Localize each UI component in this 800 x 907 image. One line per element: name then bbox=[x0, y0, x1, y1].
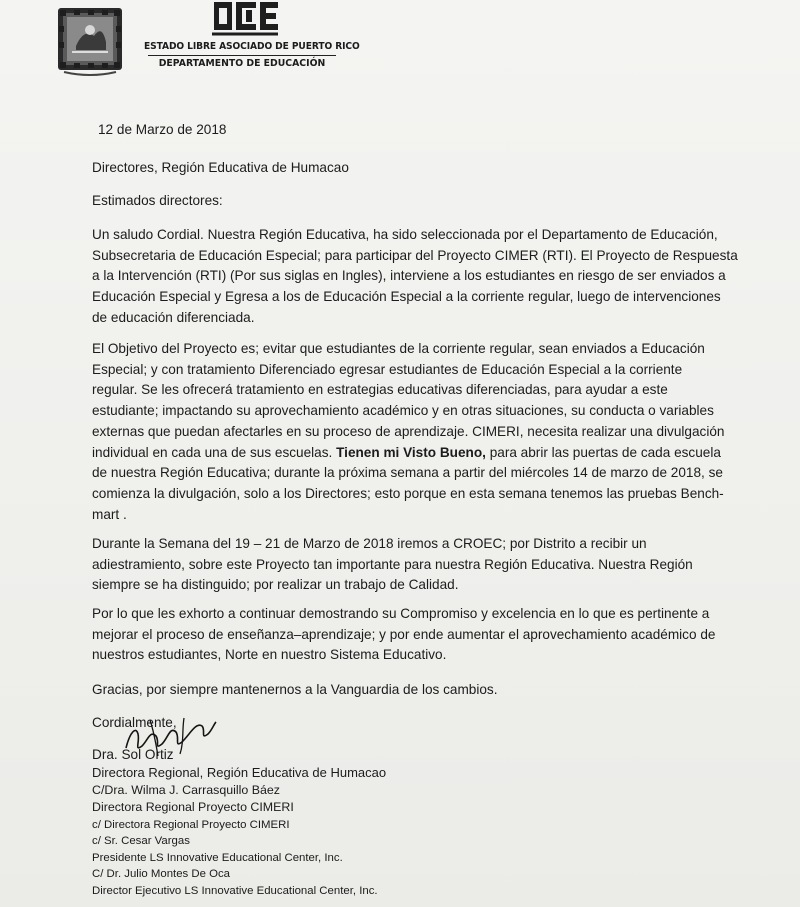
handwritten-signature bbox=[120, 712, 220, 760]
paragraph-line: Por lo que les exhorto a continuar demostrando su Compromiso y excelencia en lo que es pertinente a bbox=[92, 606, 710, 621]
paragraph-line: comienza la divulgación, solo a los Directores; esto porque en esta semana tenemos las pruebas Bench- bbox=[92, 485, 724, 501]
paragraph-line: estudiante; impactando su aprovechamiento académico y en otras situaciones, su conducta o variables bbox=[92, 403, 714, 419]
signatory-name: Dra. Sol Ortiz bbox=[92, 747, 174, 762]
letter-salutation: Estimados directores: bbox=[92, 193, 223, 208]
body-paragraph-1 bbox=[92, 225, 738, 329]
approval-emphasis: Tienen mi Visto Bueno, bbox=[336, 444, 486, 460]
paragraph-line: mart . bbox=[92, 506, 127, 522]
paragraph-line: El Objetivo del Proyecto es; evitar que estudiantes de la corriente regular, sean enviados a Educación bbox=[92, 341, 705, 356]
education-department-logo-icon bbox=[210, 0, 280, 40]
body-paragraph-3 bbox=[92, 534, 712, 596]
cc-line: Director Ejecutivo LS Innovative Educational Center, Inc. bbox=[92, 884, 378, 897]
letter-date: 12 de Marzo de 2018 bbox=[98, 122, 227, 137]
agency-header bbox=[142, 41, 360, 69]
body-paragraph-4 bbox=[92, 604, 716, 666]
cc-line: C/ Dr. Julio Montes De Oca bbox=[92, 868, 230, 880]
paragraph-line: regular. Se les ofrecerá tratamiento en estrategias educativas diferenciadas, para ayudar a este bbox=[92, 382, 668, 398]
signatory-title: Directora Regional, Región Educativa de Humacao bbox=[92, 765, 387, 780]
paragraph-line: de nuestra Región Educativa; durante la próxima semana a partir del miércoles 14 de marzo de 2018, se bbox=[92, 465, 723, 481]
header-divider bbox=[148, 55, 336, 56]
paragraph-line: mejorar el proceso de enseñanza–aprendizaje; y por ende aumentar el aprovechamiento académico de bbox=[92, 626, 716, 642]
cc-line: c/ Sr. Cesar Vargas bbox=[92, 835, 190, 847]
paragraph-line: adiestramiento, sobre este Proyecto tan importante para nuestra Región Educativa. Nuestra Región bbox=[92, 556, 693, 572]
paragraph-line: a la Intervención (RTI) (Por sus siglas en Ingles), interviene a los estudiantes en riesgo de ser enviados a bbox=[92, 268, 726, 284]
paragraph-line: Especial; y con tratamiento Diferenciado egresar estudiantes de Educación Especial a la corriente bbox=[92, 361, 683, 377]
line-text: para abrir las puertas de cada escuela bbox=[485, 444, 721, 460]
paragraph-line: Educación Especial y Egresa a los de Educación Especial a la corriente regular, luego de intervenciones bbox=[92, 289, 721, 305]
paragraph-line bbox=[92, 443, 721, 464]
line-text: individual en cada una de sus escuelas. bbox=[92, 444, 337, 460]
valediction: Cordialmente, bbox=[92, 715, 177, 730]
paragraph-line: externas que puedan afectarles en su proceso de aprendizaje. CIMERI, necesita realizar una divulgación bbox=[92, 423, 725, 439]
department-name: DEPARTAMENTO DE EDUCACIÓN bbox=[158, 58, 326, 69]
paragraph-line: Un saludo Cordial. Nuestra Región Educativa, ha sido seleccionada por el Departamento de Educación, bbox=[92, 227, 718, 242]
letter-recipient: Directores, Región Educativa de Humacao bbox=[92, 160, 349, 175]
paragraph-line: nuestros estudiantes, Norte en nuestro Sistema Educativo. bbox=[92, 647, 447, 663]
puerto-rico-seal-icon bbox=[54, 2, 126, 76]
body-paragraph-2 bbox=[92, 339, 725, 525]
paragraph-line: de educación diferenciada. bbox=[92, 309, 255, 325]
agency-name: ESTADO LIBRE ASOCIADO DE PUERTO RICO bbox=[144, 41, 360, 52]
paragraph-line: siempre se ha distinguido; por realizar un trabajo de Calidad. bbox=[92, 577, 459, 593]
paragraph-line: Subsecretaria de Educación Especial; para participar del Proyecto CIMER (RTI). El Proyecto de Respuesta bbox=[92, 247, 738, 263]
cc-line: Directora Regional Proyecto CIMERI bbox=[92, 800, 294, 814]
cc-line: c/ Directora Regional Proyecto CIMERI bbox=[92, 818, 290, 831]
cc-line: C/Dra. Wilma J. Carrasquillo Báez bbox=[92, 782, 280, 797]
closing-thanks: Gracias, por siempre mantenernos a la Vanguardia de los cambios. bbox=[92, 682, 498, 697]
paragraph-line: Durante la Semana del 19 – 21 de Marzo de 2018 iremos a CROEC; por Distrito a recibir un bbox=[92, 536, 647, 551]
cc-line: Presidente LS Innovative Educational Center, Inc. bbox=[92, 851, 343, 864]
